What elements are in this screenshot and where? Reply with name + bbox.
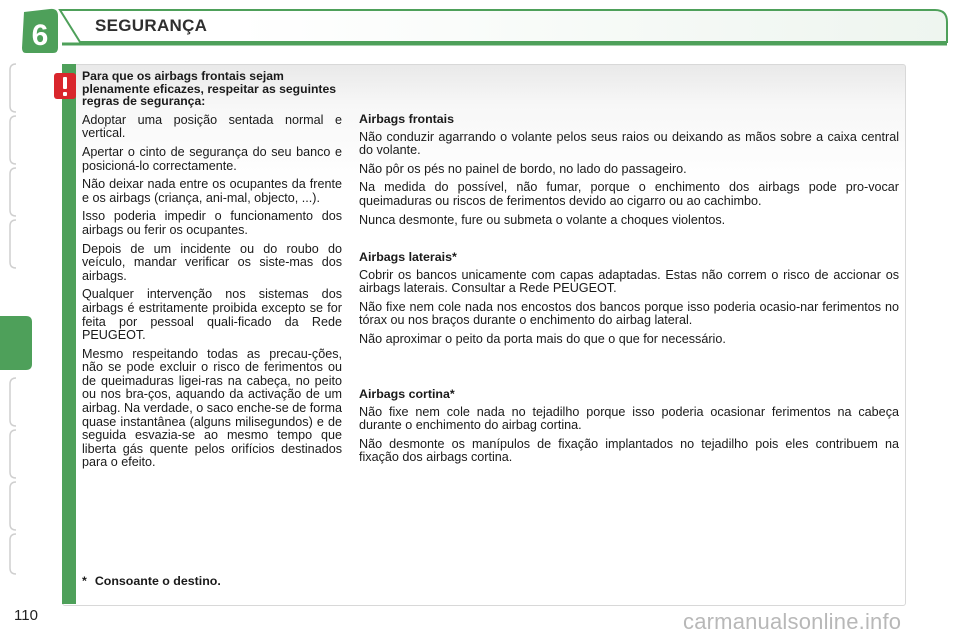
section-paragraph: Nunca desmonte, fure ou submeta o volante a choques violentos. <box>359 212 726 227</box>
chapter-header-bar <box>0 0 960 54</box>
exclamation-warning-icon <box>53 72 77 100</box>
chapter-title: SEGURANÇA <box>95 16 208 35</box>
section-title: Airbags cortina* <box>359 387 455 401</box>
safety-rule-paragraph: Apertar o cinto de segurança do seu banco e posicioná-lo correctamente. <box>82 144 342 173</box>
section-paragraph: Não fixe nem cole nada nos encostos dos bancos porque isso poderia ocasio-nar ferimentos no tórax ou nos braços durante o enchimento do airbag lateral. <box>359 299 899 328</box>
safety-rule-paragraph: Qualquer intervenção nos sistemas dos airbags é estritamente proibida excepto se for feita por pessoal quali-ficado da Rede PEUGEOT. <box>82 287 342 343</box>
safety-rule-paragraph: Isso poderia impedir o funcionamento dos airbags ou ferir os ocupantes. <box>82 209 342 237</box>
section-airbags-laterais <box>359 251 899 352</box>
section-title: Airbags laterais* <box>359 250 457 264</box>
safety-rules-lead: Para que os airbags frontais sejam plenamente eficazes, respeitar as seguintes regras de segurança: <box>82 69 337 109</box>
page-number: 110 <box>14 607 38 624</box>
section-paragraph: Não desmonte os manípulos de fixação implantados no tejadilho pois eles contribuem na fixação dos airbags cortina. <box>359 436 899 465</box>
chapter-number: 6 <box>31 19 49 52</box>
section-airbags-cortina <box>359 388 899 470</box>
footnote-text: Consoante o destino. <box>94 574 221 588</box>
section-paragraph: Na medida do possível, não fumar, porque o enchimento dos airbags pode pro-vocar queimaduras ou riscos de ferimentos devido ao cigarro ou ao cachimbo. <box>359 180 899 208</box>
chapter-number-badge <box>20 8 60 54</box>
section-paragraph: Não pôr os pés no painel de bordo, no lado do passageiro. <box>359 161 687 176</box>
section-paragraph: Não conduzir agarrando o volante pelos seus raios ou deixando as mãos sobre a caixa central do volante. <box>359 129 899 158</box>
section-paragraph: Não aproximar o peito da porta mais do que o que for necessário. <box>359 331 726 346</box>
section-title: Airbags frontais <box>359 112 455 126</box>
section-airbags-frontais <box>359 113 899 232</box>
panel-accent-stripe <box>62 64 76 604</box>
section-paragraph: Cobrir os bancos unicamente com capas adaptadas. Estas não correm o risco de accionar os airbags laterais. Consultar a Rede PEUGEOT. <box>359 267 899 296</box>
footnote-star: * <box>82 574 87 588</box>
footnote <box>82 574 221 588</box>
chapter-side-tabs <box>0 60 34 580</box>
section-paragraph: Não fixe nem cole nada no tejadilho porque isso poderia ocasionar ferimentos na cabeça durante o enchimento do airbag cortina. <box>359 404 899 433</box>
safety-rule-paragraph: Não deixar nada entre os ocupantes da frente e os airbags (criança, ani-mal, objecto, ...). <box>82 177 342 205</box>
safety-rules-column <box>82 70 342 475</box>
safety-rule-paragraph: Mesmo respeitando todas as precau-ções, não se pode excluir o risco de ferimentos ou de queimaduras ligei-ras na cabeça, no peito ou nos bra-ços, aquando da activação de um airbag. Na verdade, o saco enche-se de forma quase instantânea (alguns milisegundos) e de seguida esvazia-se ao mesmo tempo que liberta gás quente pelos orifícios destinados para o efeito. <box>82 346 342 470</box>
watermark: carmanualsonline.info <box>683 609 902 634</box>
safety-rule-paragraph: Adoptar uma posição sentada normal e vertical. <box>82 112 342 141</box>
safety-rule-paragraph: Depois de um incidente ou do roubo do veículo, mandar verificar os siste-mas dos airbags. <box>82 241 342 283</box>
